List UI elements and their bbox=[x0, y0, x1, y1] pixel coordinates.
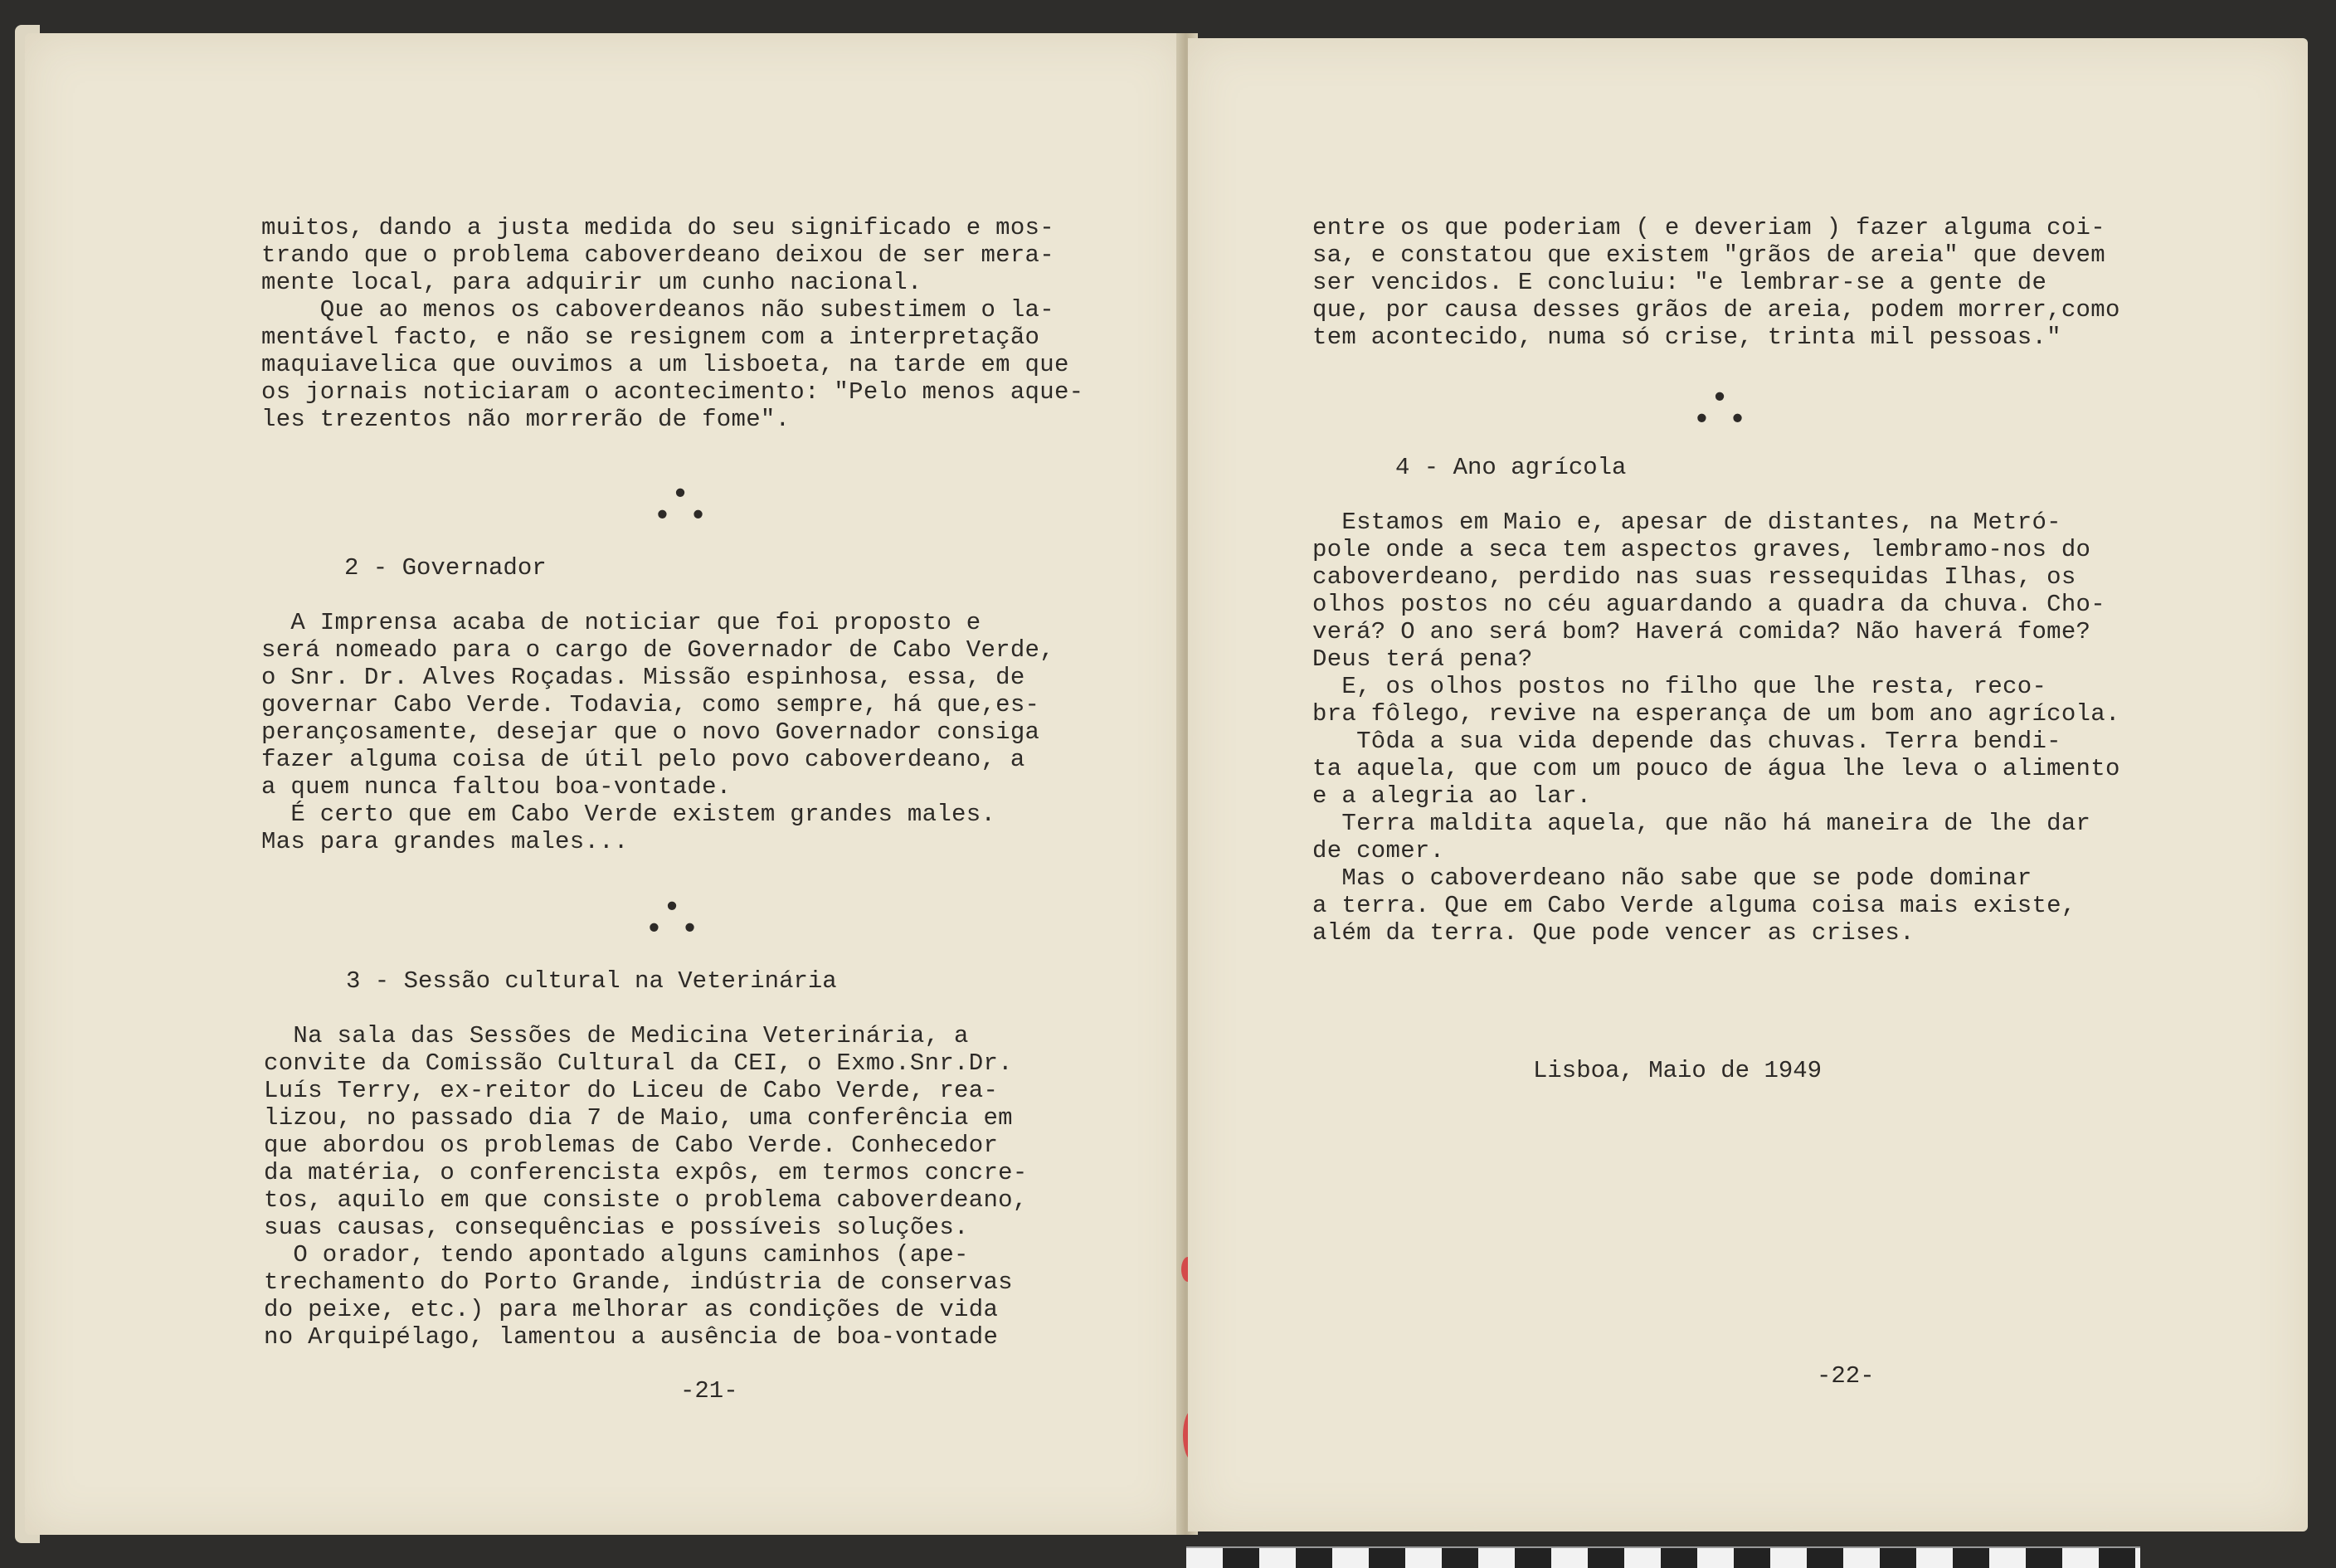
text-line: lizou, no passado dia 7 de Maio, uma conferência em bbox=[264, 1104, 1013, 1132]
left-separator-2: • • • bbox=[645, 891, 699, 947]
text-line: A Imprensa acaba de noticiar que foi proposto e bbox=[261, 609, 981, 636]
text-line: de comer. bbox=[1312, 837, 1445, 864]
heading-ano-agricola: 4 - Ano agrícola bbox=[1395, 454, 1627, 481]
text-line: pole onde a seca tem aspectos graves, lembramo-nos do bbox=[1312, 536, 2091, 563]
left-intro-text bbox=[261, 214, 1083, 433]
text-line: sa, e constatou que existem "grãos de areia" que devem bbox=[1312, 241, 2105, 269]
text-line: convite da Comissão Cultural da CEI, o Exmo.Snr.Dr. bbox=[264, 1049, 1013, 1077]
text-line: Na sala das Sessões de Medicina Veterinária, a bbox=[264, 1022, 969, 1049]
left-separator-1: • • • bbox=[653, 478, 708, 533]
text-line: Luís Terry, ex-reitor do Liceu de Cabo Verde, rea- bbox=[264, 1077, 999, 1104]
text-line: O orador, tendo apontado alguns caminhos (ape- bbox=[264, 1241, 969, 1269]
text-line: Estamos em Maio e, apesar de distantes, na Metró- bbox=[1312, 509, 2061, 536]
right-intro-text bbox=[1312, 214, 2120, 351]
text-line: será nomeado para o cargo de Governador de Cabo Verde, bbox=[261, 636, 1054, 664]
text-line: verá? O ano será bom? Haverá comida? Não haverá fome? bbox=[1312, 618, 2091, 645]
text-line: o Snr. Dr. Alves Roçadas. Missão espinhosa, essa, de bbox=[261, 664, 1025, 691]
text-line: mentável facto, e não se resignem com a interpretação bbox=[261, 324, 1040, 351]
text-line: É certo que em Cabo Verde existem grandes males. bbox=[261, 801, 996, 828]
text-line: governar Cabo Verde. Todavia, como sempre, há que,es- bbox=[261, 691, 1040, 718]
text-line: Mas o caboverdeano não sabe que se pode dominar bbox=[1312, 864, 2032, 892]
text-line: além da terra. Que pode vencer as crises. bbox=[1312, 919, 1915, 947]
heading-sessao-cultural: 3 - Sessão cultural na Veterinária bbox=[346, 967, 837, 995]
scale-ruler bbox=[1186, 1546, 2140, 1568]
text-line: tos, aquilo em que consiste o problema caboverdeano, bbox=[264, 1186, 1028, 1214]
text-line: fazer alguma coisa de útil pelo povo caboverdeano, a bbox=[261, 746, 1025, 773]
text-line: trando que o problema caboverdeano deixou de ser mera- bbox=[261, 241, 1054, 269]
text-line: E, os olhos postos no filho que lhe resta, reco- bbox=[1312, 673, 2047, 700]
text-line: ser vencidos. E concluiu: "e lembrar-se a gente de bbox=[1312, 269, 2047, 296]
text-line: les trezentos não morrerão de fome". bbox=[261, 406, 791, 433]
text-line: trechamento do Porto Grande, indústria de conservas bbox=[264, 1269, 1013, 1296]
sessao-cultural-text bbox=[264, 1022, 1028, 1351]
text-line: muitos, dando a justa medida do seu significado e mos- bbox=[261, 214, 1054, 241]
right-separator-1: • • • bbox=[1692, 382, 1747, 437]
text-line: perançosamente, desejar que o novo Governador consiga bbox=[261, 718, 1040, 746]
text-line: e a alegria ao lar. bbox=[1312, 782, 1592, 810]
text-line: a quem nunca faltou boa-vontade. bbox=[261, 773, 732, 801]
ano-agricola-text bbox=[1312, 509, 2120, 947]
text-line: que abordou os problemas de Cabo Verde. Conhecedor bbox=[264, 1132, 999, 1159]
page-number-left: -21- bbox=[680, 1377, 738, 1405]
dateline: Lisboa, Maio de 1949 bbox=[1533, 1057, 1823, 1084]
text-line: mente local, para adquirir um cunho nacional. bbox=[261, 269, 922, 296]
text-line: caboverdeano, perdido nas suas ressequidas Ilhas, os bbox=[1312, 563, 2076, 591]
text-line: maquiavelica que ouvimos a um lisboeta, na tarde em que bbox=[261, 351, 1069, 378]
text-line: que, por causa desses grãos de areia, podem morrer,como bbox=[1312, 296, 2120, 324]
text-line: os jornais noticiaram o acontecimento: "Pelo menos aque- bbox=[261, 378, 1084, 406]
text-line: Que ao menos os caboverdeanos não subestimem o la- bbox=[261, 296, 1054, 324]
text-line: Deus terá pena? bbox=[1312, 645, 1533, 673]
text-line: da matéria, o conferencista expôs, em termos concre- bbox=[264, 1159, 1028, 1186]
text-line: Mas para grandes males... bbox=[261, 828, 629, 855]
text-line: a terra. Que em Cabo Verde alguma coisa mais existe, bbox=[1312, 892, 2076, 919]
text-line: Tôda a sua vida depende das chuvas. Terra bendi- bbox=[1312, 728, 2061, 755]
text-line: olhos postos no céu aguardando a quadra da chuva. Cho- bbox=[1312, 591, 2105, 618]
heading-governador: 2 - Governador bbox=[344, 554, 547, 582]
text-line: entre os que poderiam ( e deveriam ) fazer alguma coi- bbox=[1312, 214, 2105, 241]
text-line: do peixe, etc.) para melhorar as condições de vida bbox=[264, 1296, 999, 1323]
text-line: suas causas, consequências e possíveis soluções. bbox=[264, 1214, 969, 1241]
text-line: bra fôlego, revive na esperança de um bom ano agrícola. bbox=[1312, 700, 2120, 728]
text-line: Terra maldita aquela, que não há maneira de lhe dar bbox=[1312, 810, 2091, 837]
text-line: ta aquela, que com um pouco de água lhe leva o alimento bbox=[1312, 755, 2120, 782]
text-line: tem acontecido, numa só crise, trinta mil pessoas." bbox=[1312, 324, 2061, 351]
text-line: no Arquipélago, lamentou a ausência de boa-vontade bbox=[264, 1323, 999, 1351]
governador-text bbox=[261, 609, 1054, 855]
page-number-right: -22- bbox=[1817, 1362, 1875, 1390]
